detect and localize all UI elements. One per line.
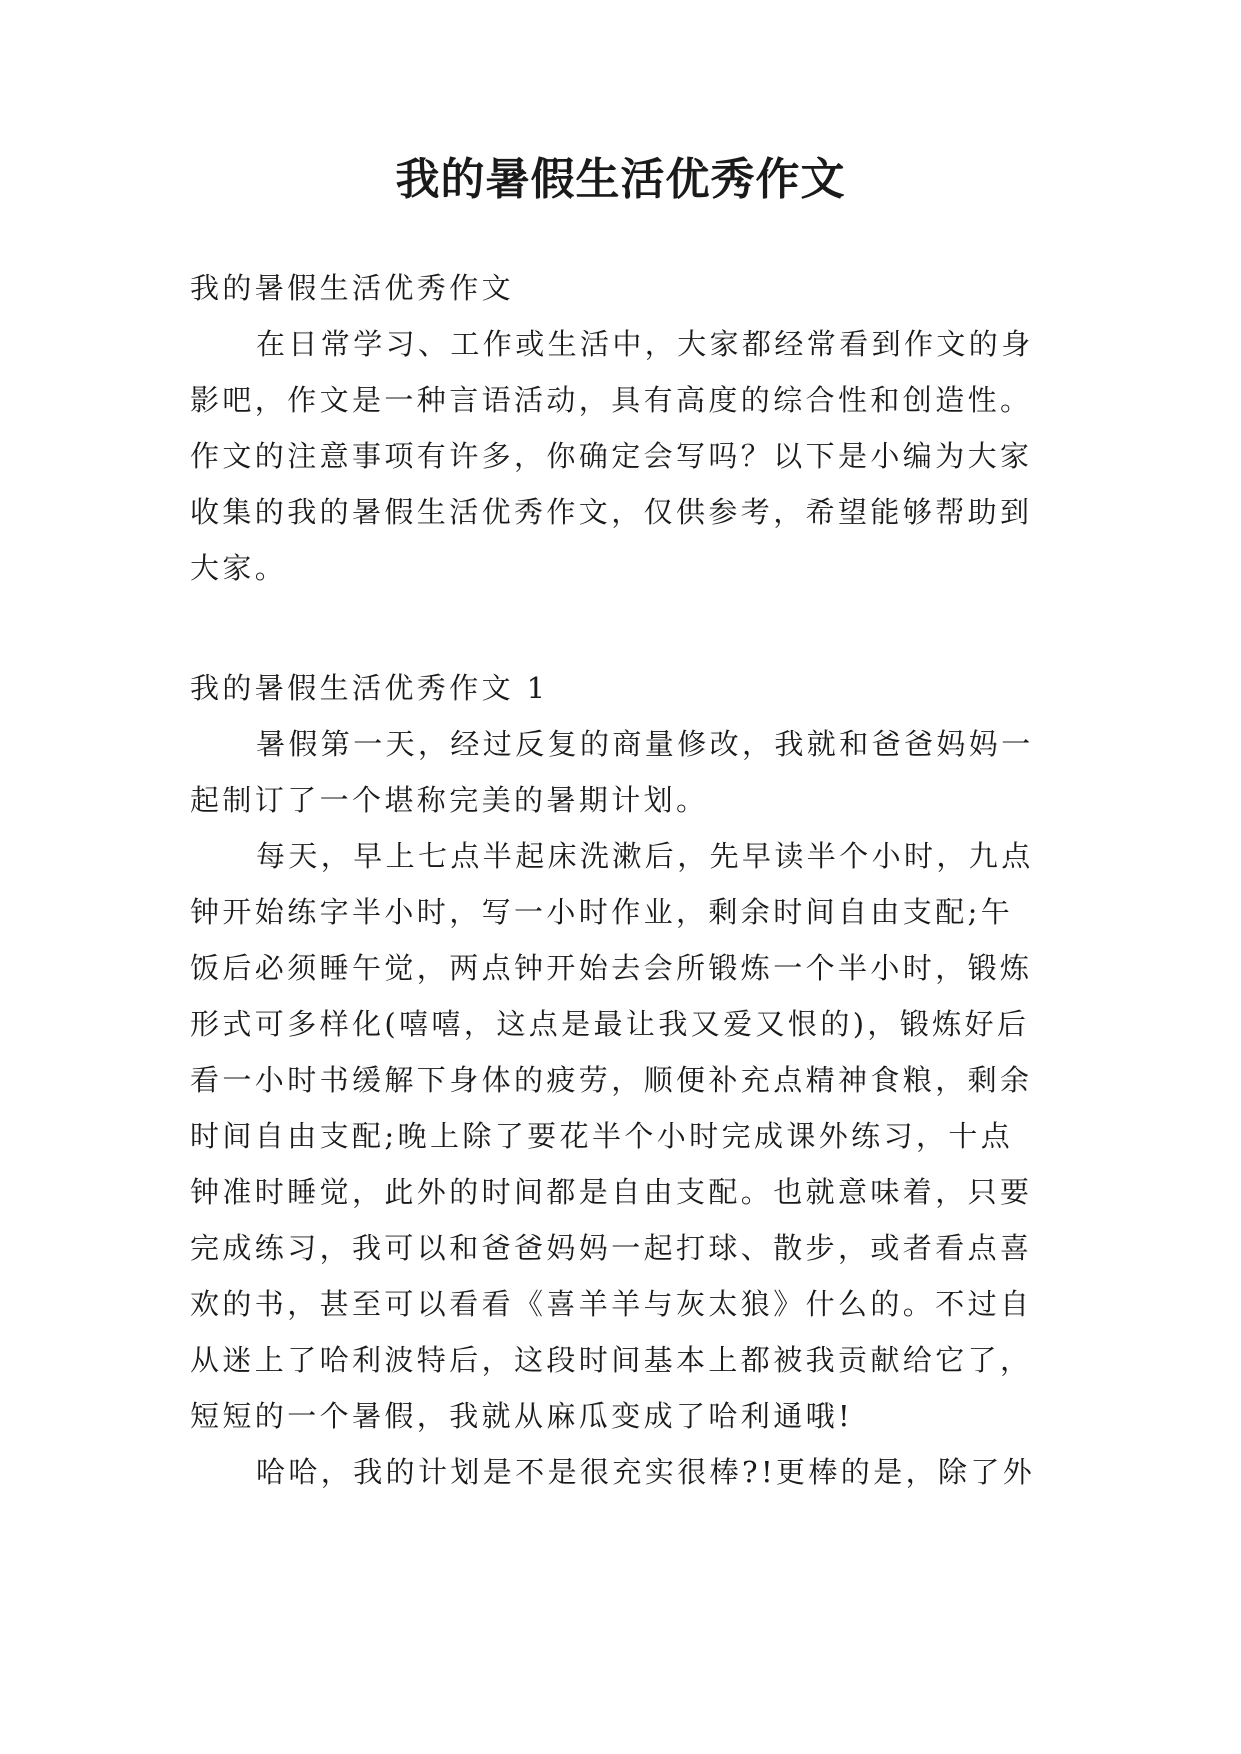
section-gap [190,596,1050,660]
paragraph-line: 在日常学习、工作或生活中，大家都经常看到作文的身 [256,327,1034,361]
paragraph-line: 起制订了一个堪称完美的暑期计划。 [190,783,709,817]
paragraph-line: 看一小时书缓解下身体的疲劳，顺便补充点精神食粮，剩余 [190,1063,1033,1097]
paragraph-line: 完成练习，我可以和爸爸妈妈一起打球、散步，或者看点喜 [190,1231,1033,1265]
paragraph-line: 大家。 [190,551,288,585]
intro-heading: 我的暑假生活优秀作文 [190,271,515,305]
essay-heading: 我的暑假生活优秀作文 1 [190,671,549,705]
paragraph-line: 短短的一个暑假，我就从麻瓜变成了哈利通哦! [190,1399,854,1433]
paragraph-line: 欢的书，甚至可以看看《喜羊羊与灰太狼》什么的。不过自 [190,1287,1033,1321]
paragraph-line: 哈哈，我的计划是不是很充实很棒?!更棒的是，除了外 [256,1455,1036,1489]
paragraph-line: 收集的我的暑假生活优秀作文，仅供参考，希望能够帮助到 [190,495,1033,529]
paragraph-line: 影吧，作文是一种言语活动，具有高度的综合性和创造性。 [190,383,1033,417]
document-body [190,260,1050,1500]
paragraph-line: 每天，早上七点半起床洗漱后，先早读半个小时，九点 [256,839,1034,873]
paragraph-line: 钟开始练字半小时，写一小时作业，剩余时间自由支配;午 [190,895,1014,929]
paragraph-line: 饭后必须睡午觉，两点钟开始去会所锻炼一个半小时，锻炼 [190,951,1033,985]
paragraph-line: 暑假第一天，经过反复的商量修改，我就和爸爸妈妈一 [256,727,1034,761]
paragraph-line: 作文的注意事项有许多，你确定会写吗？以下是小编为大家 [190,439,1033,473]
paragraph-line: 形式可多样化(嘻嘻，这点是最让我又爱又恨的)，锻炼好后 [190,1007,1030,1041]
document-title: 我的暑假生活优秀作文 [395,154,846,205]
paragraph-line: 钟准时睡觉，此外的时间都是自由支配。也就意味着，只要 [190,1175,1033,1209]
paragraph-line: 从迷上了哈利波特后，这段时间基本上都被我贡献给它了， [190,1343,1033,1377]
paragraph-line: 时间自由支配;晚上除了要花半个小时完成课外练习，十点 [190,1119,1014,1153]
